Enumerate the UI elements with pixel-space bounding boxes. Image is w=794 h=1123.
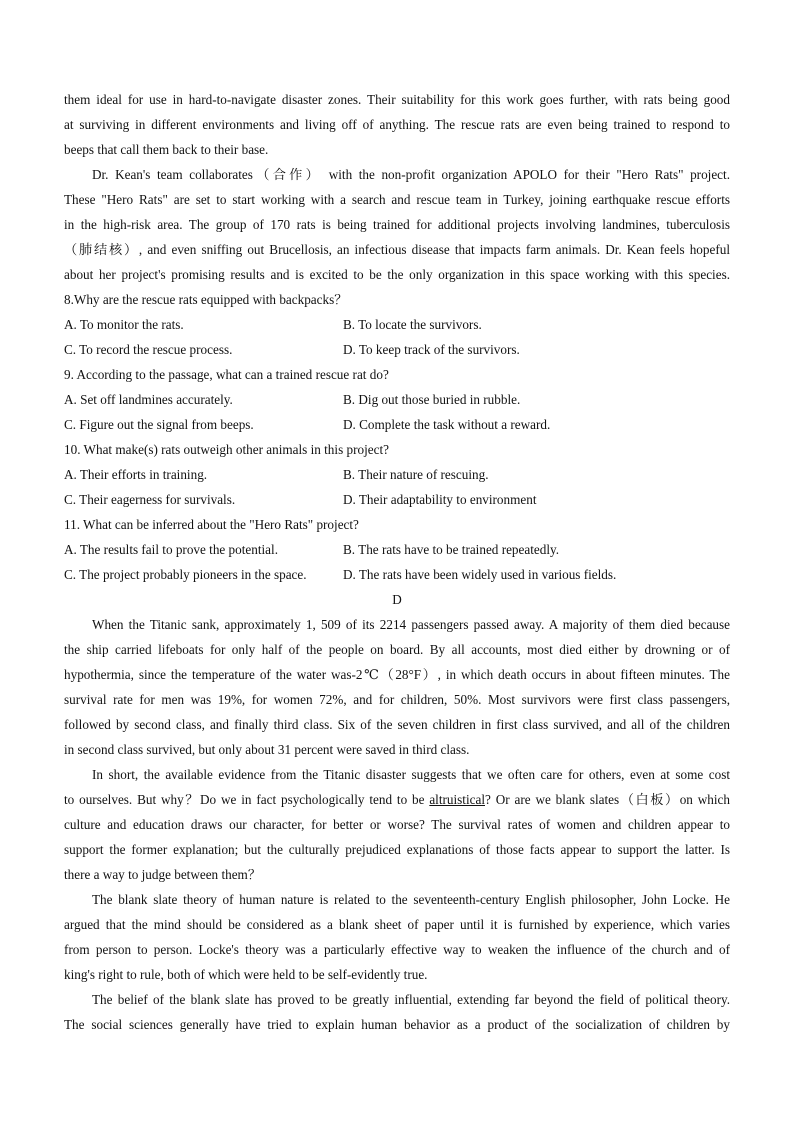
- paragraph-line: The belief of the blank slate has proved to be greatly influential, extending far beyond the field of political theory.: [92, 992, 730, 1007]
- option-b: B. The rats have to be trained repeatedly.: [343, 542, 560, 557]
- question-8: [64, 287, 730, 362]
- paragraph-line: In short, the available evidence from the Titanic disaster suggests that we often care for others, even at some cost: [92, 767, 730, 782]
- paragraph-line: culture and education draws our character, for better or worse? The survival rates of women and children appear to: [64, 817, 730, 832]
- paragraph-line: The blank slate theory of human nature is related to the seventeenth-century English philosopher, John Locke. He: [92, 892, 730, 907]
- paragraph-line: These "Hero Rats" are set to start working with a search and rescue team in Turkey, joining earthquake rescue efforts: [64, 192, 730, 207]
- passage-c: [64, 87, 730, 287]
- question-11: [64, 512, 730, 587]
- option-c: C. To record the rescue process.: [64, 342, 233, 357]
- paragraph-line: at surviving in different environments and living off of anything. The rescue rats are even being trained to respond to: [64, 117, 730, 132]
- option-a: A. To monitor the rats.: [64, 317, 184, 332]
- question-10: [64, 437, 730, 512]
- paragraph-line: argued that the mind should be considered as a blank sheet of paper until it is furnished by experience, which varies: [64, 917, 730, 932]
- option-row: [64, 487, 730, 512]
- option-row: [64, 387, 730, 412]
- option-d: D. Complete the task without a reward.: [343, 417, 551, 432]
- paragraph-line: support the former explanation; but the culturally prejudiced explanations of those facts appear to support the latter. Is: [64, 842, 730, 857]
- paragraph-line: [64, 787, 730, 812]
- paragraph-line: king's right to rule, both of which were held to be self-evidently true.: [64, 967, 428, 982]
- option-c: C. Figure out the signal from beeps.: [64, 417, 254, 432]
- paragraph-line: When the Titanic sank, approximately 1, 509 of its 2214 passengers passed away. A majority of them died because: [92, 617, 730, 632]
- text-segment: to ourselves. But why？Do we in fact psychologically tend to be: [64, 792, 430, 807]
- paragraph-line: The social sciences generally have tried to explain human behavior as a product of the socialization of children by: [64, 1017, 730, 1032]
- option-row: [64, 337, 730, 362]
- page-content: [64, 87, 730, 1037]
- option-a: A. The results fail to prove the potential.: [64, 542, 279, 557]
- text-segment: ? Or are we blank slates（白板）on which: [485, 792, 730, 807]
- option-row: [64, 462, 730, 487]
- option-c: C. The project probably pioneers in the space.: [64, 567, 307, 582]
- option-d: D. Their adaptability to environment: [343, 492, 537, 507]
- paragraph-line: Dr. Kean's team collaborates（合作） with the non-profit organization APOLO for their "Hero Rats" project.: [92, 167, 730, 182]
- paragraph-line: there a way to judge between them？: [64, 867, 262, 882]
- paragraph-line: survival rate for men was 19%, for women 72%, and for children, 50%. Most survivors were first class passengers,: [64, 692, 730, 707]
- underlined-word: altruistical: [429, 792, 485, 807]
- section-heading: D: [392, 592, 402, 607]
- paragraph-line: in the high-risk area. The group of 170 rats is being trained for additional projects involving landmines, tuberculosis: [64, 217, 730, 232]
- question-9: [64, 362, 730, 437]
- paragraph-line: followed by second class, and finally third class. Six of the seven children in first class survived, and all of the children: [64, 717, 730, 732]
- option-d: D. The rats have been widely used in various fields.: [343, 567, 617, 582]
- option-a: A. Set off landmines accurately.: [64, 392, 233, 407]
- paragraph-line: in second class survived, but only about 31 percent were saved in third class.: [64, 742, 470, 757]
- paragraph-line: about her project's promising results and is excited to be the only organization in this space working with this species.: [64, 267, 730, 282]
- question-stem: 8.Why are the rescue rats equipped with backpacks？: [64, 292, 348, 307]
- passage-d-paragraph-4: [64, 987, 730, 1037]
- option-row: [64, 562, 730, 587]
- option-row: [64, 412, 730, 437]
- option-b: B. Dig out those buried in rubble.: [343, 392, 521, 407]
- question-stem: 11. What can be inferred about the "Hero Rats" project?: [64, 517, 359, 532]
- option-row: [64, 312, 730, 337]
- option-d: D. To keep track of the survivors.: [343, 342, 520, 357]
- option-b: B. To locate the survivors.: [343, 317, 482, 332]
- option-b: B. Their nature of rescuing.: [343, 467, 489, 482]
- option-c: C. Their eagerness for survivals.: [64, 492, 236, 507]
- option-row: [64, 537, 730, 562]
- passage-d-paragraph-2: [64, 762, 730, 887]
- paragraph-line: from person to person. Locke's theory was a particularly effective way to weaken the influence of the church and of: [64, 942, 730, 957]
- paragraph-line: beeps that call them back to their base.: [64, 142, 269, 157]
- passage-d-paragraph-1: [64, 612, 730, 762]
- paragraph-line: （肺结核）, and even sniffing out Brucellosis, an infectious disease that impacts farm animals. Dr. Kean feels hopeful: [64, 242, 730, 257]
- paragraph-line: hypothermia, since the temperature of the water was-2℃（28°F）, in which death occurs in about fifteen minutes. The: [64, 667, 730, 682]
- question-stem: 9. According to the passage, what can a trained rescue rat do?: [64, 367, 389, 382]
- passage-d-paragraph-3: [64, 887, 730, 987]
- paragraph-line: the ship carried lifeboats for only half of the people on board. By all accounts, most died either by drowning or of: [64, 642, 730, 657]
- option-a: A. Their efforts in training.: [64, 467, 208, 482]
- question-stem: 10. What make(s) rats outweigh other animals in this project?: [64, 442, 389, 457]
- paragraph-line: them ideal for use in hard-to-navigate disaster zones. Their suitability for this work goes further, with rats being good: [64, 92, 730, 107]
